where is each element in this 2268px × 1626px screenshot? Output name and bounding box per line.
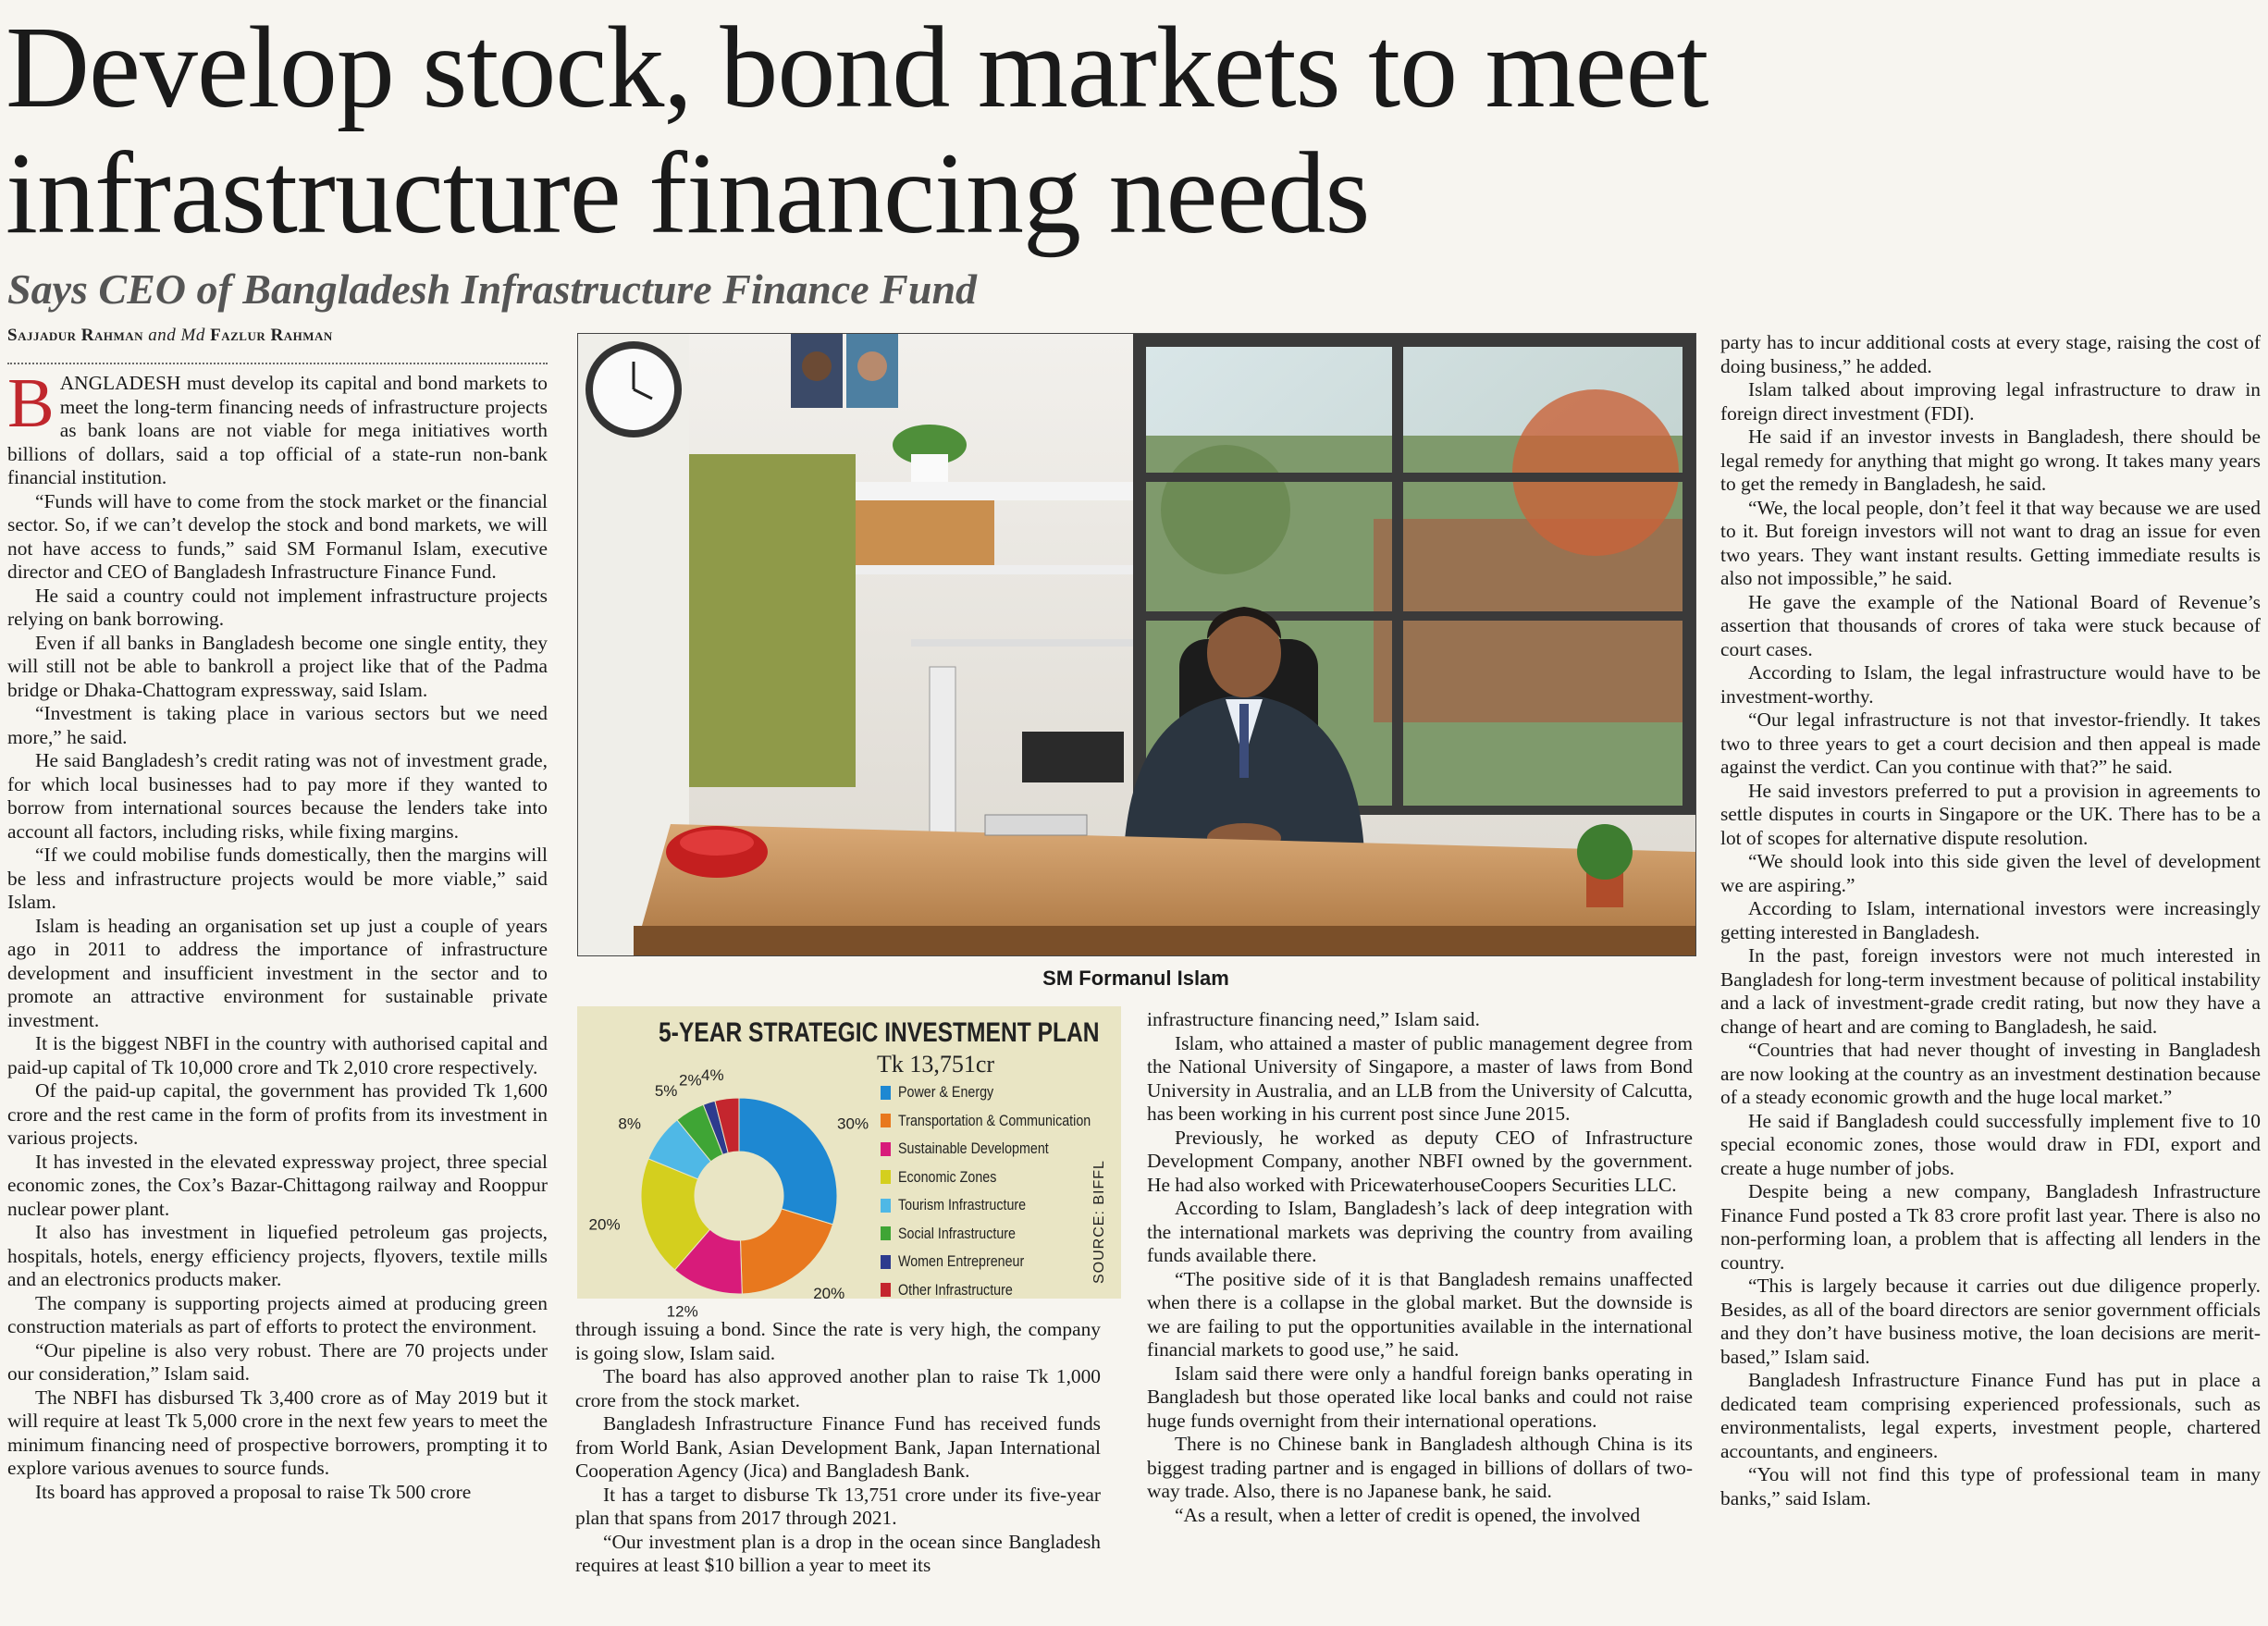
ceo-office-photo bbox=[577, 333, 1696, 956]
legend-swatch bbox=[881, 1283, 891, 1297]
paragraph: “The positive side of it is that Bangladesh remains unaffected when there is a collapse in the global market. But the downside is we are failing to put the opportunities available in the international financial markets to good use,” he said. bbox=[1147, 1267, 1693, 1361]
paragraph: Islam is heading an organisation set up just a couple of years ago in 2011 to address the importance of infrastructure development and insufficient investment in the sector and to promote an attractive environment for sustainable private investment. bbox=[7, 914, 548, 1031]
paragraph: Its board has approved a proposal to raise Tk 500 crore bbox=[35, 1480, 472, 1503]
paragraph: “Our pipeline is also very robust. There are 70 projects under our consideration,” Islam said. bbox=[7, 1338, 548, 1385]
paragraph: He said Bangladesh’s credit rating was not of investment grade, for which local businesses had to pay more if they wanted to borrow from international sources because the lenders take into account all factors, including risks, while fixing margins. bbox=[7, 749, 548, 843]
paragraph: party has to incur additional costs at every stage, raising the cost of doing business,” he added. bbox=[1720, 331, 2261, 377]
chart-title: 5-YEAR STRATEGIC INVESTMENT PLAN bbox=[659, 1017, 1100, 1048]
legend-item bbox=[881, 1135, 1130, 1164]
paragraph: Islam talked about improving legal infrastructure to draw in foreign direct investment (FDI). bbox=[1720, 378, 2261, 425]
legend-label: Women Entrepreneur bbox=[898, 1252, 1025, 1271]
drop-cap: B bbox=[7, 364, 55, 442]
paragraph: “Our investment plan is a drop in the ocean since Bangladesh requires at least $10 billion a year to meet its bbox=[575, 1530, 1101, 1576]
chart-source: SOURCE: BIFFL bbox=[1091, 1160, 1107, 1284]
legend-swatch bbox=[881, 1199, 891, 1213]
paragraph: “Funds will have to come from the stock market or the financial sector. So, if we can’t develop the stock and bond markets, we will not have access to funds,” said SM Formanul Islam, executive director and CEO of Bangladesh Infrastructure Finance Fund. bbox=[7, 489, 548, 583]
pie-slice-label: 8% bbox=[618, 1115, 641, 1133]
legend-swatch bbox=[881, 1142, 891, 1156]
paragraph: Bangladesh Infrastructure Finance Fund has put in place a dedicated team comprising experienced professionals, such as environmentalists, legal experts, investment people, chartered accountants, and engineers. bbox=[1720, 1369, 2261, 1462]
article-column-4 bbox=[1720, 331, 2261, 1619]
legend-swatch bbox=[881, 1255, 891, 1269]
paragraph: He said a country could not implement infrastructure projects relying on bank borrowing. bbox=[7, 584, 548, 630]
paragraph: “You will not find this type of professional team in many banks,” said Islam. bbox=[1720, 1463, 2261, 1509]
paragraph: The company is supporting projects aimed at producing green construction materials as part of efforts to protect the environment. bbox=[7, 1291, 548, 1337]
subheadline: Says CEO of Bangladesh Infrastructure Finance Fund bbox=[7, 265, 978, 313]
paragraph: “We should look into this side given the level of development we are aspiring.” bbox=[1720, 850, 2261, 896]
legend-swatch bbox=[881, 1086, 891, 1100]
lead-word: ANGLADESH bbox=[59, 372, 181, 394]
paragraph: There is no Chinese bank in Bangladesh although China is its biggest trading partner and is engaged in billions of dollars of two-way trade. Also, there is no Japanese bank, he said. bbox=[1147, 1433, 1693, 1502]
paragraph: “This is largely because it carries out due diligence properly. Besides, as all of the board directors are senior government officials and they don’t have business motive, the loan decisions are merit-based,” Islam said. bbox=[1720, 1275, 2261, 1368]
pie-slice-label: 5% bbox=[654, 1082, 678, 1101]
pie-slice-label: 12% bbox=[666, 1302, 698, 1321]
lead-text: must develop its capital and bond markets to meet the long-term financing needs of infrastructure projects as bank loans are not viable for mega initiatives worth billions of dollars, said a top official of a state-run non-bank financial institution. bbox=[7, 372, 548, 488]
legend-label: Social Infrastructure bbox=[898, 1224, 1016, 1242]
pie-slice-label: 20% bbox=[588, 1215, 621, 1234]
paragraph: He said if an investor invests in Bangladesh, there should be legal remedy for anything that might go wrong. It takes many years to get the remedy in Bangladesh, he said. bbox=[1720, 425, 2261, 495]
legend-label: Sustainable Development bbox=[898, 1139, 1049, 1158]
paragraph: The NBFI has disbursed Tk 3,400 crore as of May 2019 but it will require at least Tk 5,000 crore in the next few years to meet the minimum financing need of prospective borrowers, prompting it to explore various avenues to source funds. bbox=[7, 1386, 548, 1479]
paragraph: In the past, foreign investors were not much interested in Bangladesh for long-term investment because of political instability and a lack of investment-grade credit rating, but now they have a change of heart and are coming to Bangladesh, he said. bbox=[1720, 944, 2261, 1038]
paragraph: He said if Bangladesh could successfully implement five to 10 special economic zones, those would draw in FDI, export and create a huge number of jobs. bbox=[1720, 1109, 2261, 1179]
paragraph: Despite being a new company, Bangladesh Infrastructure Finance Fund posted a Tk 83 crore profit last year. There is also no non-performing loan, a problem that is affecting all lenders in the country. bbox=[1720, 1180, 2261, 1274]
paragraph: Previously, he worked as deputy CEO of Infrastructure Development Company, another NBFI owned by the government. He had also worked with PricewaterhouseCoopers Securities LLC. bbox=[1147, 1126, 1693, 1196]
paragraph: “We, the local people, don’t feel it that way because we are used to it. But foreign investors will not want to drag an issue for even two years. They want instant results. Getting immediate results is also not impossible,” he said. bbox=[1720, 496, 2261, 589]
paragraph: Islam said there were only a handful foreign banks operating in Bangladesh but those operated like local banks and could not raise huge funds overnight from their international operations. bbox=[1147, 1361, 1693, 1432]
paragraph: “As a result, when a letter of credit is opened, the involved bbox=[1175, 1503, 1641, 1526]
legend-label: Transportation & Communication bbox=[898, 1111, 1091, 1129]
paragraph: It is the biggest NBFI in the country with authorised capital and paid-up capital of Tk 10,000 crore and Tk 2,010 crore respectively. bbox=[7, 1032, 548, 1078]
paragraph: According to Islam, international investors were increasingly getting interested in Bangladesh. bbox=[1720, 897, 2261, 943]
paragraph: It has invested in the elevated expressway project, three special economic zones, the Cox’s Bazar-Chittagong railway and Rooppur nuclear power plant. bbox=[7, 1150, 548, 1220]
legend-item bbox=[881, 1078, 1130, 1107]
chart-subtitle: Tk 13,751cr bbox=[877, 1051, 995, 1078]
office-scene-illustration bbox=[578, 334, 1695, 955]
pie-slice-label: 20% bbox=[813, 1284, 845, 1302]
paragraph: Even if all banks in Bangladesh become one single entity, they will still not be able to bankroll a project like that of the Padma bridge or Dhaka-Chattogram expressway, said Islam. bbox=[7, 631, 548, 701]
paragraph: “Countries that had never thought of investing in Bangladesh are now looking at the country as an investment destination because of a steady economic growth and the huge local market.” bbox=[1720, 1039, 2261, 1108]
legend-swatch bbox=[881, 1170, 891, 1184]
paragraph: He said investors preferred to put a provision in agreements to settle disputes in courts in Singapore or the UK. There has to be a lot of scopes for alternative dispute resolution. bbox=[1720, 779, 2261, 849]
investment-plan-chart bbox=[577, 1006, 1121, 1321]
pie-slice-label: 2% bbox=[679, 1071, 702, 1090]
paragraph: The board has also approved another plan to raise Tk 1,000 crore from the stock market. bbox=[575, 1365, 1101, 1411]
headline: Develop stock, bond markets to meet infrastructure financing needs bbox=[6, 4, 1708, 258]
author-2: Fazlur Rahman bbox=[210, 326, 333, 345]
legend-swatch bbox=[881, 1226, 891, 1240]
pie-slice bbox=[739, 1098, 837, 1225]
paragraph: He gave the example of the National Board of Revenue’s assertion that thousands of crores of taka were stuck because of court cases. bbox=[1720, 590, 2261, 660]
author-1: Sajjadur Rahman bbox=[7, 326, 144, 345]
legend-item bbox=[881, 1107, 1130, 1136]
article-column-1 bbox=[7, 364, 548, 1617]
paragraph: According to Islam, Bangladesh’s lack of deep integration with the international markets was depriving the country from availing funds available there. bbox=[1147, 1197, 1693, 1266]
paragraph: It has a target to disburse Tk 13,751 crore under its five-year plan that spans from 2017 through 2021. bbox=[575, 1483, 1101, 1529]
paragraph: Islam, who attained a master of public management degree from the National University of Singapore, a master of laws from Bond University in Australia, and an LLB from the University of Calcutta, has been working in his current post since June 2015. bbox=[1147, 1031, 1693, 1125]
paragraph: It also has investment in liquefied petroleum gas projects, hospitals, hotels, energy efficiency projects, flyovers, textile mills and an electronics products maker. bbox=[7, 1221, 548, 1290]
article-column-2 bbox=[575, 1318, 1101, 1619]
byline bbox=[7, 326, 333, 346]
paragraph: According to Islam, the legal infrastructure would have to be investment-worthy. bbox=[1720, 661, 2261, 708]
legend-label: Power & Energy bbox=[898, 1083, 994, 1102]
paragraph: “If we could mobilise funds domestically, then the margins will be less and infrastructure projects would be more viable,” said Islam. bbox=[7, 844, 548, 913]
paragraph: Of the paid-up capital, the government has provided Tk 1,600 crore and the rest came in the form of profits from its investment in various projects. bbox=[7, 1079, 548, 1149]
legend-label: Other Infrastructure bbox=[898, 1280, 1013, 1299]
paragraph: “Investment is taking place in various sectors but we need more,” he said. bbox=[7, 702, 548, 748]
article-column-3 bbox=[1147, 1008, 1693, 1619]
legend-label: Tourism Infrastructure bbox=[898, 1196, 1027, 1214]
byline-divider bbox=[7, 363, 548, 364]
pie-slice-label: 4% bbox=[701, 1066, 724, 1085]
byline-conjunction: and Md bbox=[148, 326, 205, 345]
legend-swatch bbox=[881, 1114, 891, 1127]
paragraph: infrastructure financing need,” Islam said. bbox=[1147, 1008, 1480, 1030]
lead-paragraph bbox=[7, 364, 548, 490]
pie-slice bbox=[740, 1209, 832, 1294]
photo-caption: SM Formanul Islam bbox=[1042, 967, 1229, 990]
paragraph: “Our legal infrastructure is not that investor-friendly. It takes two to three years to get a court decision and then appeal is made against the verdict. Can you continue with that?” he said. bbox=[1720, 708, 2261, 778]
pie-slice-label: 30% bbox=[837, 1115, 869, 1133]
paragraph: Bangladesh Infrastructure Finance Fund has received funds from World Bank, Asian Development Bank, Japan International Cooperation Agency (Jica) and Bangladesh Bank. bbox=[575, 1412, 1101, 1482]
paragraph: through issuing a bond. Since the rate is very high, the company is going slow, Islam said. bbox=[575, 1318, 1101, 1364]
legend-label: Economic Zones bbox=[898, 1167, 997, 1186]
